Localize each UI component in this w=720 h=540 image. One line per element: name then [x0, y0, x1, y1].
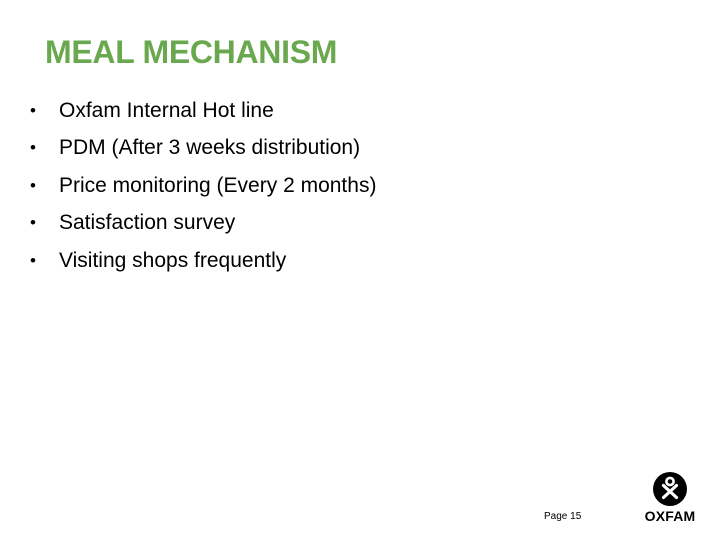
bullet-item	[30, 205, 376, 243]
bullet-icon: •	[30, 175, 36, 195]
logo-wordmark: OXFAM	[644, 508, 696, 524]
bullet-text: Oxfam Internal Hot line	[59, 98, 274, 122]
bullet-icon: •	[30, 213, 36, 233]
bullet-item	[30, 167, 376, 205]
bullet-text: Price monitoring (Every 2 months)	[59, 173, 377, 197]
bullet-item	[30, 92, 376, 130]
bullet-list	[30, 92, 376, 280]
bullet-text: Satisfaction survey	[59, 211, 236, 235]
bullet-item	[30, 130, 376, 168]
slide-title: MEAL MECHANISM	[45, 34, 338, 70]
oxfam-logo-icon	[653, 472, 687, 506]
bullet-icon: •	[30, 100, 36, 120]
bullet-item	[30, 242, 376, 280]
bullet-text: PDM (After 3 weeks distribution)	[59, 136, 361, 160]
bullet-icon: •	[30, 250, 36, 270]
bullet-icon: •	[30, 138, 36, 158]
page-number: Page 15	[544, 511, 582, 522]
oxfam-logo	[644, 472, 696, 526]
bullet-text: Visiting shops frequently	[59, 248, 287, 272]
